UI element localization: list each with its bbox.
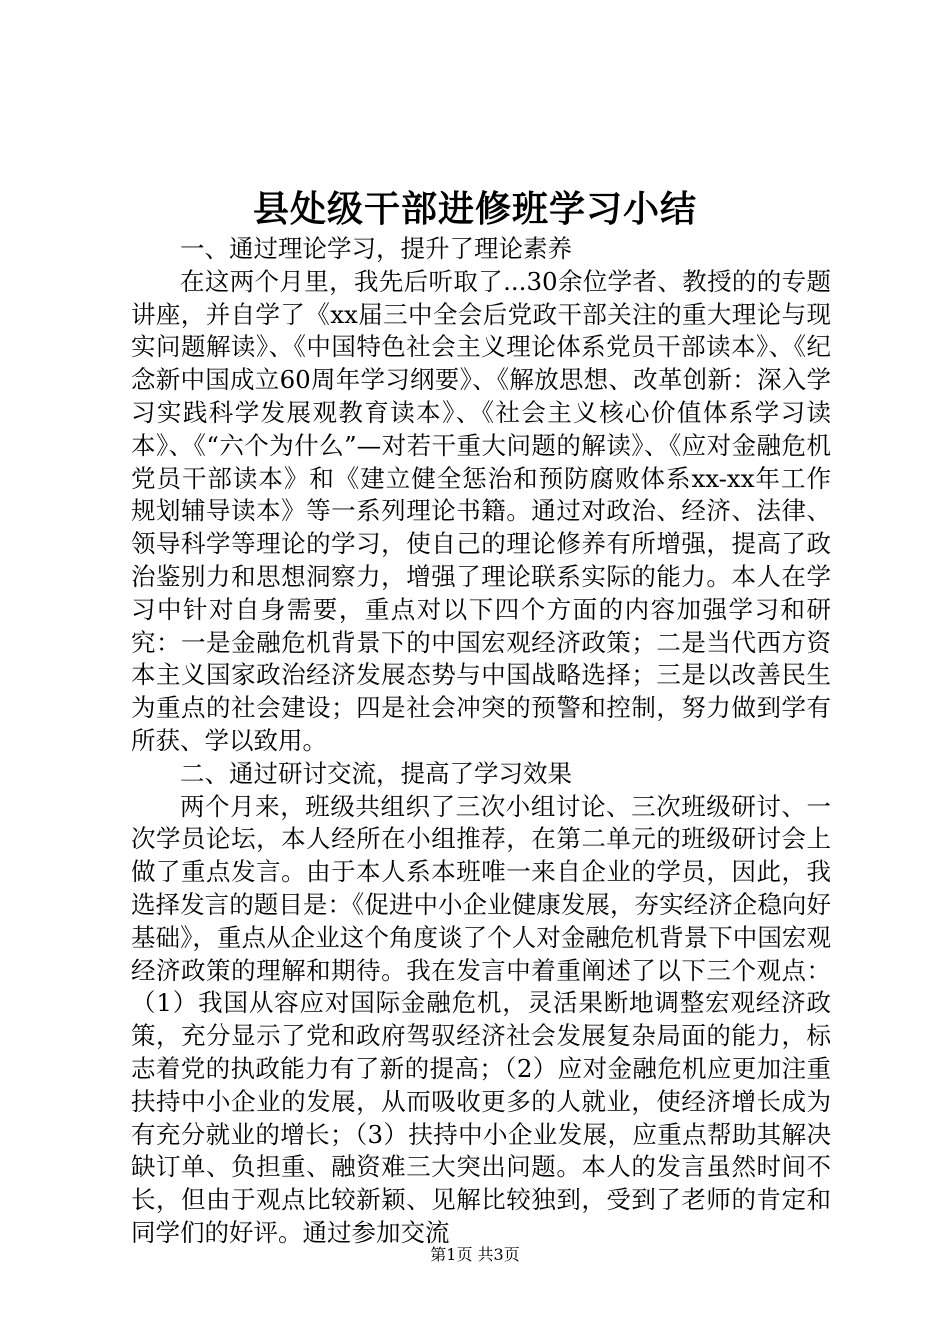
section-heading-1: 一、通过理论学习，提升了理论素养 bbox=[180, 234, 572, 263]
section-paragraph-2: 两个月来，班级共组织了三次小组讨论、三次班级研讨、一次学员论坛，本人经所在小组推荐，在第二单元的班级研讨会上做了重点发言。由于本人系本班唯一来自企业的学员，因此，我选择发言的题目是：《促进中小企业健康发展，夯实经济企稳向好基础》，重点从企业这个角度谈了个人对金融危机背景下中国宏观经济政策的理解和期待。我在发言中着重阐述了以下三个观点：（1）我国从容应对国际金融危机，灵活果断地调整宏观经济政策，充分显示了党和政府驾驭经济社会发展复杂局面的能力，标志着党的执政能力有了新的提高；（2）应对金融危机应更加注重扶持中小企业的发展，从而吸收更多的人就业，使经济增长成为有充分就业的增长；（3）扶持中小企业发展，应重点帮助其解决缺订单、负担重、融资难三大突出问题。本人的发言虽然时间不长，但由于观点比较新颖、见解比较独到，受到了老师的肯定和同学们的好评。通过参加交流 bbox=[131, 791, 831, 1247]
document-title: 县处级干部进修班学习小结 bbox=[252, 188, 697, 230]
section-heading-2: 二、通过研讨交流，提高了学习效果 bbox=[180, 758, 572, 788]
document-body bbox=[131, 233, 831, 1250]
page-footer: 第1页 共3页 bbox=[430, 1245, 520, 1264]
section-paragraph-1: 在这两个月里，我先后听取了...30余位学者、教授的的专题讲座，并自学了《xx届三中全会后党政干部关注的重大理论与现实问题解读》、《中国特色社会主义理论体系党员干部读本》、《纪念新中国成立60周年学习纲要》、《解放思想、改革创新：深入学习实践科学发展观教育读本》、《社会主义核心价值体系学习读本》、《“六个为什么”—对若干重大问题的解读》、《应对金融危机党员干部读本》和《建立健全惩治和预防腐败体系xx-xx年工作规划辅导读本》等一系列理论书籍。通过对政治、经济、法律、领导科学等理论的学习，使自己的理论修养有所增强，提高了政治鉴别力和思想洞察力，增强了理论联系实际的能力。本人在学习中针对自身需要，重点对以下四个方面的内容加强学习和研究：一是金融危机背景下的中国宏观经济政策；二是当代西方资本主义国家政治经济发展态势与中国战略选择；三是以改善民生为重点的社会建设；四是社会冲突的预警和控制，努力做到学有所获、学以致用。 bbox=[131, 266, 831, 755]
